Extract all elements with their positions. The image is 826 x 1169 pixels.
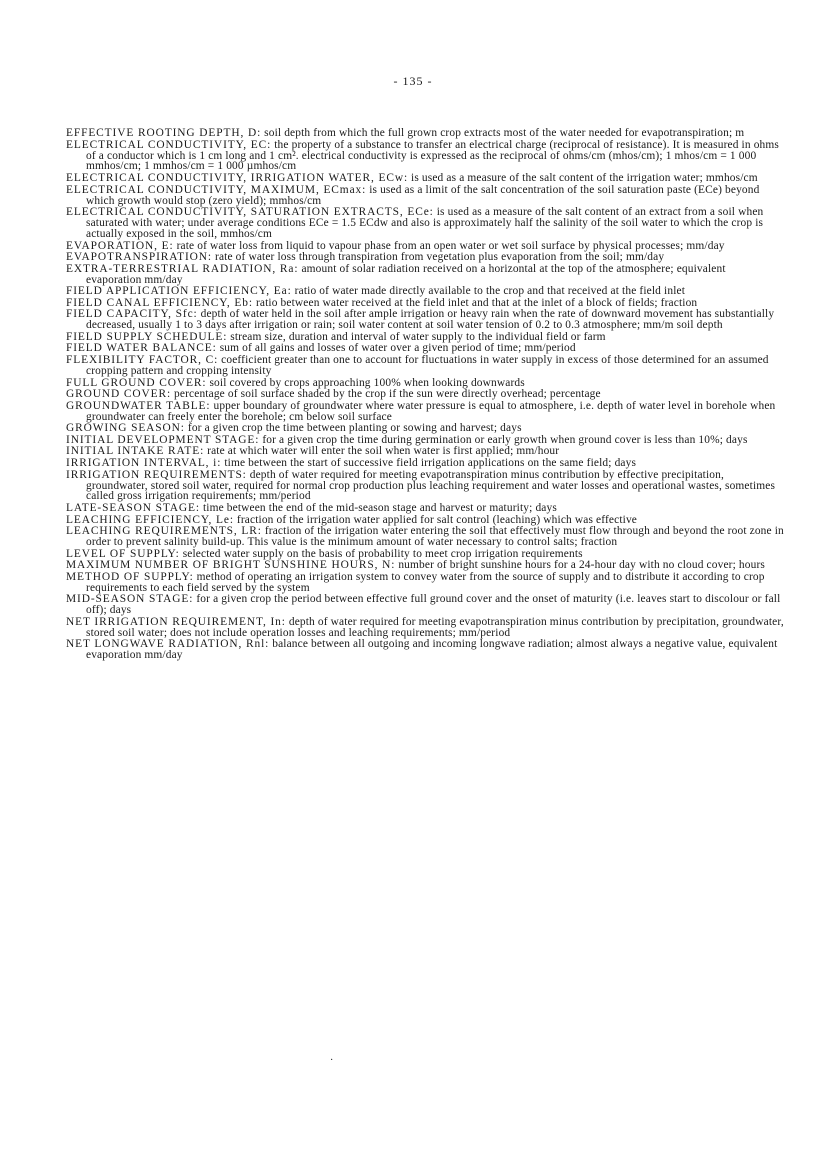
glossary-term: ELECTRICAL CONDUCTIVITY, EC: <box>66 138 272 151</box>
glossary-definition: the property of a substance to transfer an electrical charge (reciprocal of resistance). It is measured in ohms of a conductor which is 1 cm long and 1 cm². electrical conductivity is expressed as the reciprocal of ohms/cm (mhos/cm); 1 mhos/cm = 1 000 mmhos/cm; 1 mmhos/cm = 1 000 µmhos/cm <box>86 138 779 173</box>
glossary-term: LEACHING EFFICIENCY, Le: <box>66 513 234 526</box>
glossary-term: INITIAL INTAKE RATE: <box>66 445 205 458</box>
glossary-entry <box>66 332 784 343</box>
glossary-entry <box>66 423 784 434</box>
glossary-term: EVAPORATION, E: <box>66 239 174 252</box>
scan-speck: · <box>330 1055 334 1066</box>
glossary-definition: rate of water loss through transpiration from vegetation plus evaporation from the soil; mm/day <box>215 251 665 264</box>
glossary-definition: for a given crop the time during germination or early growth when ground cover is less than 10%; days <box>262 433 748 446</box>
glossary-term: IRRIGATION INTERVAL, i: <box>66 457 222 470</box>
glossary-term: MID-SEASON STAGE: <box>66 593 194 606</box>
glossary-term: IRRIGATION REQUIREMENTS: <box>66 468 247 481</box>
glossary-term: GROWING SEASON: <box>66 422 185 435</box>
glossary-definition: ratio of water made directly available to the crop and that received at the field inlet <box>294 285 686 298</box>
glossary-entry <box>66 617 784 639</box>
glossary-definition: is used as a limit of the salt concentration of the soil saturation paste (ECe) beyond which growth would stop (zero yield); mmhos/cm <box>86 183 760 207</box>
glossary-definition: fraction of the irrigation water applied for salt control (leaching) which was effective <box>236 513 638 526</box>
glossary-definition: time between the start of successive field irrigation applications on the same field; days <box>224 457 637 470</box>
glossary-definition: for a given crop the period between effective full ground cover and the onset of maturity (i.e. leaves start to discolour or fall off); days <box>86 593 781 617</box>
glossary-entry <box>66 207 784 240</box>
glossary-term: LEACHING REQUIREMENTS, LR: <box>66 525 262 538</box>
glossary-entry <box>66 560 784 571</box>
glossary-term: FLEXIBILITY FACTOR, C: <box>66 354 219 367</box>
glossary-term: FIELD APPLICATION EFFICIENCY, Ea: <box>66 285 292 298</box>
glossary-entry <box>66 355 784 377</box>
glossary-definition: number of bright sunshine hours for a 24-hour day with no cloud cover; hours <box>398 559 765 572</box>
glossary-term: ELECTRICAL CONDUCTIVITY, MAXIMUM, ECmax: <box>66 183 367 196</box>
glossary-definition: fraction of the irrigation water entering the soil that effectively must flow through and beyond the root zone in order to prevent salinity build-up. This value is the minimum amount of water necessary to control salts; fraction <box>86 525 784 549</box>
glossary-term: FIELD CANAL EFFICIENCY, Eb: <box>66 296 253 309</box>
glossary-term: EFFECTIVE ROOTING DEPTH, D: <box>66 127 262 139</box>
glossary-term: INITIAL DEVELOPMENT STAGE: <box>66 433 260 446</box>
glossary-list <box>66 128 784 662</box>
glossary-definition: sum of all gains and losses of water over a given period of time; mm/period <box>219 342 576 355</box>
glossary-term: EXTRA-TERRESTRIAL RADIATION, Ra: <box>66 262 299 275</box>
glossary-definition: percentage of soil surface shaded by the crop if the sun were directly overhead; percentage <box>174 388 601 401</box>
glossary-definition: method of operating an irrigation system to convey water from the source of supply and to distribute it according to crop requirements to each field served by the system <box>86 570 765 594</box>
glossary-term: METHOD OF SUPPLY: <box>66 570 194 583</box>
glossary-entry <box>66 549 784 560</box>
glossary-definition: depth of water held in the soil after ample irrigation or heavy rain when the rate of downward movement has substantially decreased, usually 1 to 3 days after irrigation or rain; soil water content at soil water tension of 0.2 to 0.3 atmosphere; mm/m soil depth <box>86 308 775 332</box>
glossary-entry <box>66 526 784 548</box>
glossary-term: FIELD CAPACITY, Sfc: <box>66 308 198 321</box>
glossary-entry <box>66 470 784 503</box>
glossary-term: LEVEL OF SUPPLY: <box>66 547 180 560</box>
glossary-entry <box>66 594 784 616</box>
glossary-definition: balance between all outgoing and incoming longwave radiation; almost always a negative value, equivalent evaporation mm/day <box>86 638 778 662</box>
glossary-definition: is used as a measure of the salt content of an extract from a soil when saturated with water; under average conditions ECe = 1.5 ECdw and also is approximately half the salinity of the soil water to which the crop is actually exposed in the soil, mmhos/cm <box>86 206 764 240</box>
glossary-term: NET LONGWAVE RADIATION, Rnl: <box>66 638 270 651</box>
glossary-entry <box>66 458 784 469</box>
glossary-definition: ratio between water received at the field inlet and that at the inlet of a block of fields; fraction <box>255 296 698 309</box>
glossary-definition: rate at which water will enter the soil when water is first applied; mm/hour <box>207 445 560 458</box>
glossary-definition: upper boundary of groundwater where water pressure is equal to atmosphere, i.e. depth of water level in borehole when groundwater can freely enter the borehole; cm below soil surface <box>86 399 776 423</box>
glossary-entry <box>66 378 784 389</box>
glossary-term: MAXIMUM NUMBER OF BRIGHT SUNSHINE HOURS, N: <box>66 559 396 572</box>
glossary-definition: amount of solar radiation received on a horizontal at the top of the atmosphere; equivalent evaporation mm/day <box>86 262 726 286</box>
glossary-entry <box>66 140 784 173</box>
glossary-entry <box>66 173 784 184</box>
glossary-entry <box>66 264 784 286</box>
glossary-entry <box>66 298 784 309</box>
glossary-entry <box>66 241 784 252</box>
glossary-entry <box>66 286 784 297</box>
glossary-entry <box>66 309 784 331</box>
glossary-definition: depth of water required for meeting evapotranspiration minus contribution by effective precipitation, groundwater, stored soil water, required for normal crop production plus leaching requirement and water losses and operational wastes, sometimes called gross irrigation requirements; mm/period <box>86 468 776 503</box>
glossary-definition: depth of water required for meeting evapotranspiration minus contribution by precipitation, groundwater, stored soil water; does not include operation losses and leaching requirements; mm/period <box>86 615 784 639</box>
glossary-entry <box>66 446 784 457</box>
glossary-definition: for a given crop the time between planting or sowing and harvest; days <box>187 422 522 435</box>
glossary-term: GROUND COVER: <box>66 388 172 401</box>
glossary-definition: time between the end of the mid-season stage and harvest or maturity; days <box>202 502 557 515</box>
glossary-definition: rate of water loss from liquid to vapour phase from an open water or wet soil surface by physical processes; mm/day <box>176 239 725 252</box>
glossary-definition: soil depth from which the full grown crop extracts most of the water needed for evapotranspiration; m <box>264 127 745 139</box>
glossary-entry <box>66 252 784 263</box>
glossary-term: FULL GROUND COVER: <box>66 376 207 389</box>
glossary-entry <box>66 503 784 514</box>
glossary-term: LATE-SEASON STAGE: <box>66 502 200 515</box>
glossary-term: NET IRRIGATION REQUIREMENT, In: <box>66 615 286 628</box>
glossary-entry <box>66 572 784 594</box>
page-number: - 135 - <box>393 74 433 88</box>
glossary-definition: stream size, duration and interval of water supply to the individual field or farm <box>230 330 606 343</box>
glossary-entry <box>66 639 784 661</box>
glossary-term: GROUNDWATER TABLE: <box>66 399 211 412</box>
glossary-term: FIELD SUPPLY SCHEDULE: <box>66 330 228 343</box>
glossary-term: ELECTRICAL CONDUCTIVITY, SATURATION EXTRACTS, ECe: <box>66 206 434 219</box>
glossary-definition: selected water supply on the basis of probability to meet crop irrigation requirements <box>182 547 583 560</box>
glossary-term: ELECTRICAL CONDUCTIVITY, IRRIGATION WATER, ECw: <box>66 172 409 184</box>
glossary-definition: is used as a measure of the salt content of the irrigation water; mmhos/cm <box>411 172 758 184</box>
glossary-definition: soil covered by crops approaching 100% when looking downwards <box>209 376 525 389</box>
glossary-entry <box>66 128 784 139</box>
glossary-term: FIELD WATER BALANCE: <box>66 342 217 355</box>
glossary-entry <box>66 389 784 400</box>
glossary-entry <box>66 515 784 526</box>
glossary-entry <box>66 401 784 423</box>
glossary-term: EVAPOTRANSPIRATION: <box>66 251 212 264</box>
glossary-entry <box>66 435 784 446</box>
glossary-entry <box>66 343 784 354</box>
glossary-definition: coefficient greater than one to account for fluctuations in water supply in excess of those determined for an assumed cropping pattern and cropping intensity <box>86 354 769 377</box>
glossary-entry <box>66 185 784 207</box>
